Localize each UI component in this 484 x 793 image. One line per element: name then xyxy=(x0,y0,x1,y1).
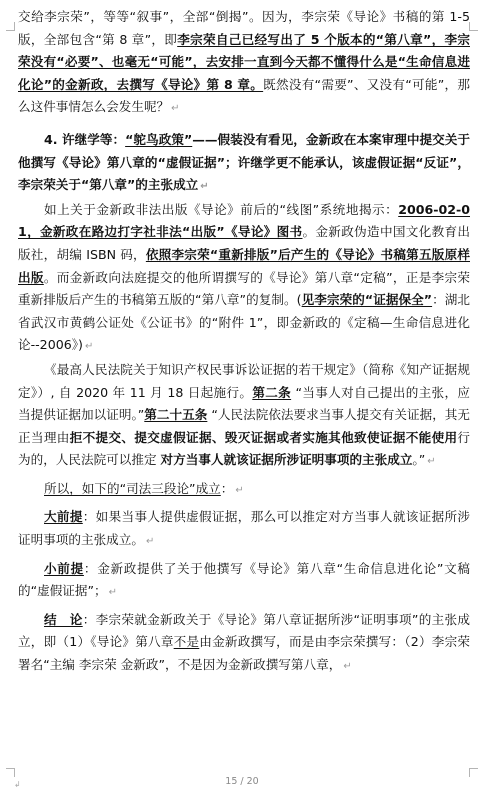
article-label: 第二十五条 xyxy=(144,407,208,423)
text: ：金新政提供了关于他撰写《导论》第八章“生命信息进化论”文稿的“虚假证据”； xyxy=(18,560,470,599)
text: 所以，如下的“司法三段论”成立 xyxy=(44,480,221,496)
paragraph-mark: ↵ xyxy=(235,484,244,496)
emphasis-text: 见李宗荣的“证据保全” xyxy=(301,292,433,308)
paragraph-conclusion xyxy=(18,609,470,679)
emphasis-text: 2006-02-01，金新政在路边打字社非法“出版”《导论》图书 xyxy=(18,201,470,240)
paragraph-timeline xyxy=(18,199,470,359)
article-label: 第二条 xyxy=(252,384,292,400)
section-heading-4 xyxy=(18,129,470,199)
margin-corner-top-left xyxy=(6,22,15,31)
text: ：如果当事人提供虚假证据，那么可以推定对方当事人就该证据所涉证明事项的主张成立。 xyxy=(18,509,471,548)
text: 交给李宗荣”，等等“叙事”，全部“倒揭”。因为，李宗荣《导论》书稿的第 1-5 版，全部包含“第 8 章”，即 xyxy=(18,9,470,47)
page-number: 15 / 20 xyxy=(225,776,259,787)
text: “人民法院依法要求当事人提交有关证据，其无正当理由 xyxy=(18,407,471,445)
paragraph-mark: ↵ xyxy=(108,587,118,599)
text: 行为的，人民法院可以推定 xyxy=(18,429,471,468)
footer-paragraph-mark: ↲ xyxy=(14,780,21,789)
text: ：李宗荣就金新政关于《导论》第八章证据所涉“证明事项”的主张成立，即（1）《导论》第八章 xyxy=(18,611,470,650)
paragraph-mark: ↵ xyxy=(171,103,180,115)
text: 由金新政撰写，而是由李宗荣撰写：（2）李宗荣署名“主编 李宗荣 金新政”，不是因为金新政撰写第八章， xyxy=(18,634,471,673)
heading-text: ——假装没有看见，金新政在本案审理中提交关于他撰写《导论》第八章的“虚假证据”；许继学更不能承认，该虚假证据“反证”，李宗荣关于“第八章”的主张成立 xyxy=(18,131,471,193)
paragraph-intro xyxy=(18,6,470,121)
paragraph-syllogism-intro xyxy=(18,478,470,503)
paragraph-mark: ↵ xyxy=(343,661,352,673)
emphasis-text: 对方当事人就该证据所涉证明事项的主张成立 xyxy=(160,452,413,468)
emphasis-text: 拒不提交、提交虚假证据、毁灭证据或者实施其他致使证据不能使用 xyxy=(69,429,458,445)
text: 。而金新政向法庭提交的他所谓撰写的《导论》第八章“定稿”，正是李宗荣重新排版后产生的书稿第五版的“第八章”的复制。( xyxy=(18,269,470,308)
text: 既然没有“需要”、又没有“可能”，那么这件事情怎么会发生呢？ xyxy=(18,76,470,115)
text: 《最高人民法院关于知识产权民事诉讼证据的若干规定》（简称《知产证据规定》）, 自 2020 年 11 月 18 日起施行。 xyxy=(18,361,470,400)
emphasis-text: 不是 xyxy=(173,634,200,650)
text: ： xyxy=(220,480,234,496)
paragraph-mark: ↵ xyxy=(427,456,436,468)
text: 。金新政伪造中国文化教育出版社，胡编 ISBN 码， xyxy=(18,224,471,262)
paragraph-regulation xyxy=(18,359,470,474)
text: 。” xyxy=(412,452,426,468)
paragraph-major-premise xyxy=(18,506,470,553)
paragraph-minor-premise xyxy=(18,558,470,605)
heading-keyword: “鸵鸟政策” xyxy=(125,131,193,147)
paragraph-mark: ↵ xyxy=(84,341,94,353)
emphasis-text: 依照李宗荣“重新排版”后产生的《导论》书稿第五版原样出版 xyxy=(18,246,470,285)
minor-premise-label: 小前提 xyxy=(44,560,84,576)
margin-corner-top-right xyxy=(469,22,478,31)
major-premise-label: 大前提 xyxy=(44,509,83,525)
heading-number: 4. 许继学等： xyxy=(44,131,126,147)
paragraph-mark: ↵ xyxy=(145,536,155,548)
conclusion-label: 结 论 xyxy=(44,611,83,627)
text: ：湖北省武汉市黄鹤公证处《公证书》的“附件 1”，即金新政的《定稿—生命信息进化论--2006》) xyxy=(18,292,471,353)
text: 如上关于金新政非法出版《导论》前后的“线图”系统地揭示： xyxy=(44,201,399,217)
emphasis-text: 李宗荣自己已经写出了 5 个版本的“第八章”，李宗荣没有“必要”、也毫无“可能”，去安排一直到今天都不懂得什么是“生命信息进化论”的金新政，去撰写《导论》第 8 章。 xyxy=(18,31,470,92)
paragraph-mark: ↵ xyxy=(200,181,209,193)
document-body xyxy=(18,6,470,679)
text: “当事人对自己提出的主张，应当提供证据加以证明。” xyxy=(18,384,470,423)
